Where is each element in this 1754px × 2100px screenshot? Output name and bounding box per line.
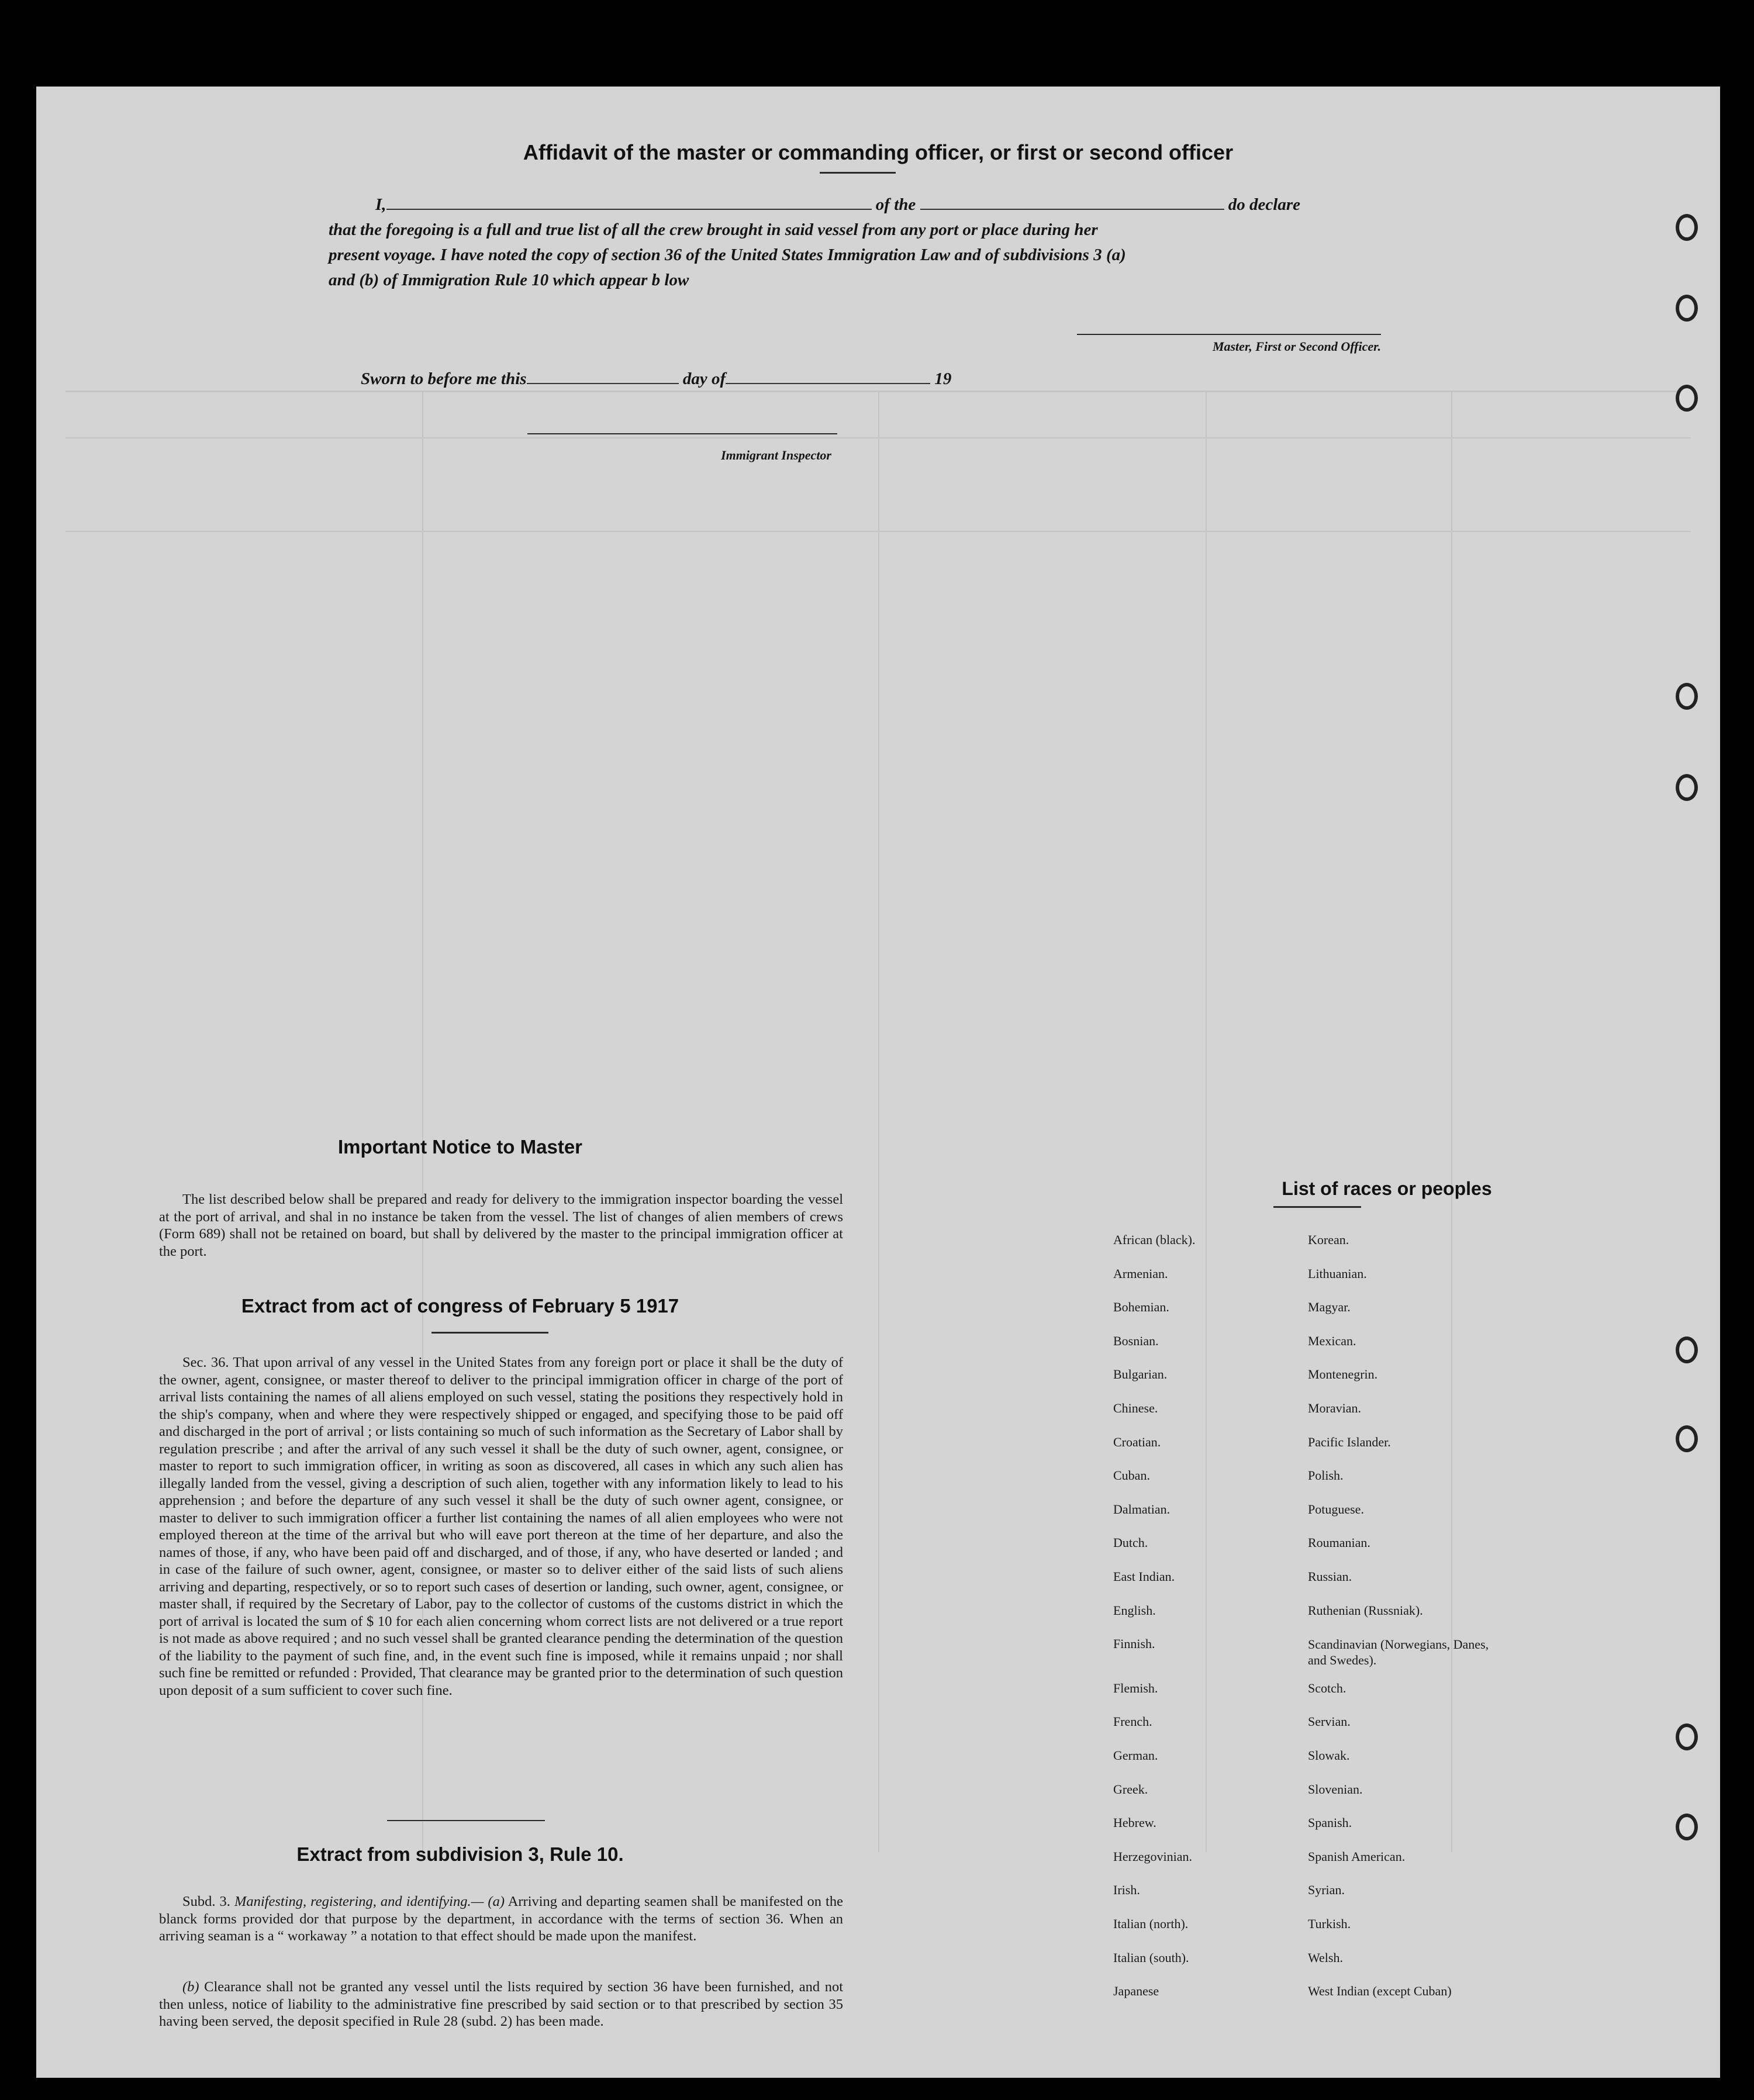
race-item: Bulgarian. — [1113, 1367, 1168, 1382]
subd-3-para-b — [159, 1978, 843, 2030]
subd-3-heading: Manifesting, registering, and identifying.— (a) — [234, 1894, 505, 1909]
section-36-body: That upon arrival of any vessel in the United States from any foreign port or place it shall be the duty of the owner, agent, consignee, or master thereof to deliver to the principal immigration officer in charge of the port of arrival lists containing the names of all aliens employed on such vessel, stating the positions they respectively hold in the ship's company, when and where they were respectively shipped or engaged, and specifying those to be paid off and discharged in the port of arrival ; or lists containing so much of such information as the Secretary of Labor shall by regulation prescribe ; and after the arrival of any such vessel it shall be the duty of such owner, agent, consignee, or master to report to such immigration officer, in writing as soon as discovered, all cases in which any such alien has illegally landed from the vessel, giving a description of such alien, together with any information likely to lead to his apprehension ; and before the departure of any such vessel it shall be the duty of such owner agent, consignee, or master to deliver to such immigration officer a further list containing the names of all alien employees who were not employed thereon at the time of the arrival but who will eave port thereon at the time of her departure, and also the names of those, if any, who have been paid off and discharged, and of those, if any, who have deserted or landed ; and in case of the failure of such owner, agent, consignee, or master so to deliver either of the said lists of such aliens arriving and departing, respectively, or so to report such cases of desertion or landing, such owner, agent, consignee, or master shall, if required by the Secretary of Labor, pay to the collector of customs of the customs district in which the port of arrival is located the sum of $ 10 for each alien concerning whom correct lists are not delivered or a true report is not made as above required ; and no such vessel shall be granted clearance pending the determination of the question of the liability to the payment of such fine, and, in the event such fine is imposed, while it remains unpaid ; nor shall such fine be remitted or refunded : Provided, That clearance may be granted prior to the determination of such question upon deposit of a sum sufficient to cover such fine. — [159, 1355, 844, 1698]
section-36-label: Sec. 36. — [182, 1355, 229, 1370]
race-item: Spanish American. — [1308, 1849, 1406, 1864]
title-divider — [820, 172, 896, 174]
race-item: Scandinavian (Norwegians, Danes, and Swedes). — [1308, 1637, 1489, 1668]
race-item: Turkish. — [1308, 1916, 1351, 1931]
race-item: Slovenian. — [1308, 1781, 1363, 1797]
race-item: Croatian. — [1113, 1434, 1161, 1449]
race-item: Magyar. — [1308, 1300, 1351, 1315]
race-item: Roumanian. — [1308, 1535, 1370, 1550]
race-item: African (black). — [1113, 1232, 1196, 1247]
sworn-month-blank — [726, 366, 930, 384]
notice-title: Important Notice to Master — [337, 1136, 583, 1158]
race-item: East Indian. — [1113, 1569, 1175, 1584]
race-item: Bohemian. — [1113, 1300, 1169, 1315]
punch-hole — [1676, 1336, 1698, 1363]
punch-hole — [1676, 214, 1698, 241]
race-item: Dutch. — [1113, 1535, 1148, 1550]
punch-hole — [1676, 385, 1698, 412]
act-extract-title: Extract from act of congress of February 5 1917 — [241, 1295, 679, 1317]
sworn-label: Sworn to before me this — [361, 369, 527, 388]
punch-hole — [1676, 1425, 1698, 1452]
race-item: Bosnian. — [1113, 1333, 1159, 1348]
races-title-divider — [1273, 1206, 1361, 1208]
sworn-line — [361, 366, 951, 392]
race-item: German. — [1113, 1748, 1158, 1763]
race-item: Flemish. — [1113, 1680, 1158, 1695]
sworn-day-blank — [527, 366, 679, 384]
race-item: Finnish. — [1113, 1636, 1155, 1652]
punch-hole — [1676, 295, 1698, 322]
affidavit-line-1 — [329, 192, 1445, 217]
rule-divider — [387, 1820, 545, 1821]
affidavit-line-3: present voyage. I have noted the copy of section 36 of the United States Immigration Law and of subdivisions 3 (a) — [329, 246, 1126, 264]
race-item: Greek. — [1113, 1781, 1148, 1797]
subd-3-label: Subd. 3. — [182, 1894, 230, 1909]
affidavit-line-2: that the foregoing is a full and true list of all the crew brought in said vessel from any port or place during her — [329, 220, 1098, 239]
bleed-through-rule — [878, 391, 879, 1852]
race-item: Korean. — [1308, 1232, 1349, 1247]
race-item: Pacific Islander. — [1308, 1434, 1391, 1449]
affidavit-title: Affidavit of the master or commanding officer, or first or second officer — [523, 140, 1234, 164]
races-title: List of races or peoples — [1282, 1178, 1492, 1199]
sworn-year-label: 19 — [934, 369, 952, 388]
signature-label: Master, First or Second Officer. — [1212, 339, 1381, 354]
race-item: Mexican. — [1308, 1333, 1356, 1348]
race-item: Polish. — [1308, 1468, 1344, 1483]
vessel-blank — [920, 192, 1224, 210]
race-item: Syrian. — [1308, 1883, 1345, 1898]
inspector-signature-line — [527, 433, 837, 434]
subd-3-para-b-label: (b) — [182, 1979, 199, 1995]
affidavit-of-the-label: of the — [875, 195, 916, 214]
race-item: Armenian. — [1113, 1266, 1168, 1281]
race-item: Potuguese. — [1308, 1501, 1364, 1517]
punch-hole — [1676, 683, 1698, 710]
document-page — [36, 87, 1720, 2078]
race-item: Slowak. — [1308, 1748, 1350, 1763]
race-item: Cuban. — [1113, 1468, 1150, 1483]
race-item: Irish. — [1113, 1883, 1140, 1898]
affidavit-declare-label: do declare — [1228, 195, 1300, 214]
section-36-text — [159, 1354, 843, 1699]
race-item: Chinese. — [1113, 1401, 1158, 1415]
race-item: Servian. — [1308, 1714, 1351, 1729]
punch-hole — [1676, 1814, 1698, 1840]
race-item: Japanese — [1113, 1984, 1159, 1999]
signature-line — [1077, 334, 1381, 335]
race-item: Hebrew. — [1113, 1815, 1156, 1830]
subd-3-para-b-text: Clearance shall not be granted any vessel until the lists required by section 36 have been furnished, and not then unless, notice of liability to the administrative fine prescribed by said section or to that prescribed by section 35 having been served, the deposit specified in Rule 28 (subd. 2) has been made. — [159, 1979, 844, 2029]
race-item: Dalmatian. — [1113, 1501, 1171, 1517]
race-item: Russian. — [1308, 1569, 1352, 1584]
bleed-through-rule — [1206, 391, 1207, 1852]
race-item: Scotch. — [1308, 1680, 1346, 1695]
affidavit-body — [329, 192, 1445, 293]
race-item: English. — [1113, 1602, 1156, 1618]
affidavit-i-label: I, — [375, 195, 386, 214]
notice-body: The list described below shall be prepared and ready for delivery to the immigration inspector boarding the vessel at the port of arrival, and shal in no instance be taken from the vessel. The list of changes of alien members of crews (Form 689) shall not be retained on board, but shall by delivered by the master to the principal immigration officer at the port. — [159, 1191, 843, 1259]
race-item: French. — [1113, 1714, 1152, 1729]
race-item: Welsh. — [1308, 1950, 1343, 1965]
act-title-divider — [431, 1332, 548, 1334]
subd-3-para-a-text: Arriving and departing seamen shall be manifested on the blanck forms provided dor that purpose by the department, in accordance with the terms of section 36. When an arriving seaman is a “ workaway ” a notation to that effect should be made upon the manifest. — [159, 1894, 843, 1944]
race-item: West Indian (except Cuban) — [1308, 1984, 1452, 1999]
rule-extract-title: Extract from subdivision 3, Rule 10. — [296, 1843, 624, 1865]
race-item: Herzegovinian. — [1113, 1849, 1192, 1864]
sworn-day-label: day of — [682, 369, 726, 388]
punch-hole — [1676, 774, 1698, 801]
race-item: Spanish. — [1308, 1815, 1352, 1830]
subd-3-para-a — [159, 1893, 843, 1945]
race-item: Montenegrin. — [1308, 1367, 1378, 1382]
bleed-through-rule — [1451, 391, 1452, 1852]
race-item: Lithuanian. — [1308, 1266, 1367, 1281]
race-item: Moravian. — [1308, 1401, 1362, 1415]
race-item: Italian (south). — [1113, 1950, 1189, 1965]
inspector-label: Immigrant Inspector — [721, 448, 831, 462]
race-item: Italian (north). — [1113, 1916, 1189, 1931]
race-item: Ruthenian (Russniak). — [1308, 1602, 1423, 1618]
affidavit-line-4: and (b) of Immigration Rule 10 which appear b low — [329, 271, 689, 289]
name-blank — [386, 192, 872, 210]
punch-hole — [1676, 1723, 1698, 1750]
